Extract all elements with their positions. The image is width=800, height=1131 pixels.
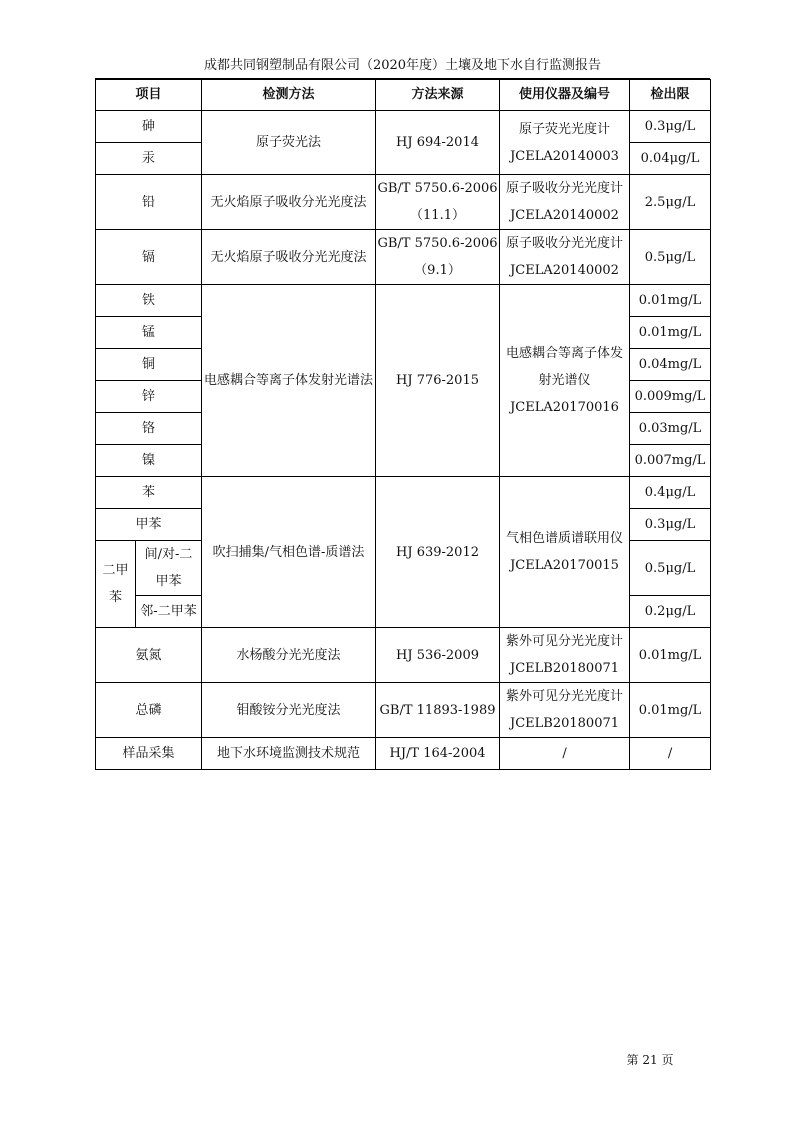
limit-cell: 0.01mg/L [630,317,711,349]
col-header-item: 项目 [96,80,202,111]
limit-cell: 0.04mg/L [630,349,711,381]
method-cell: 地下水环境监测技术规范 [202,738,376,770]
item-cell: 甲苯 [96,509,202,541]
method-cell: 原子荧光法 [202,111,376,175]
limit-cell: 0.01mg/L [630,683,711,738]
limit-cell: 0.007mg/L [630,445,711,477]
source-cell: HJ 639-2012 [376,477,500,628]
table-row [96,683,711,738]
limit-cell: 0.01mg/L [630,285,711,317]
instrument-cell: 原子吸收分光光度计 JCELA20140002 [500,230,630,285]
limit-cell: 0.009mg/L [630,381,711,413]
limit-cell: 0.4μg/L [630,477,711,509]
item-cell: 镍 [96,445,202,477]
instrument-cell: 气相色谱质谱联用仪 JCELA20170015 [500,477,630,628]
source-cell: GB/T 5750.6-2006（9.1） [376,230,500,285]
page-number-text: 第 21 页 [626,1053,674,1067]
table-row [96,175,711,230]
page-header: 成都共同钢塑制品有限公司（2020年度）土壤及地下水自行监测报告 [203,58,602,73]
source-cell: GB/T 11893-1989 [376,683,500,738]
table-row [96,738,711,770]
method-cell: 水杨酸分光光度法 [202,628,376,683]
item-cell: 间/对-二甲苯 [136,541,202,596]
item-cell: 铅 [96,175,202,230]
method-cell: 无火焰原子吸收分光光度法 [202,230,376,285]
limit-cell: 0.3μg/L [630,111,711,143]
method-cell: 电感耦合等离子体发射光谱法 [202,285,376,477]
item-cell: 苯 [96,477,202,509]
table-row [96,111,711,143]
table-row [96,477,711,509]
source-cell: HJ 694-2014 [376,111,500,175]
table-header-row [96,80,711,111]
page-number [0,1051,800,1068]
item-cell: 总磷 [96,683,202,738]
source-cell: HJ 776-2015 [376,285,500,477]
limit-cell: 0.5μg/L [630,541,711,596]
limit-cell: 0.03mg/L [630,413,711,445]
method-cell: 钼酸铵分光光度法 [202,683,376,738]
instrument-cell: 紫外可见分光光度计 JCELB20180071 [500,683,630,738]
source-cell: HJ 536-2009 [376,628,500,683]
instrument-cell: 原子吸收分光光度计 JCELA20140002 [500,175,630,230]
item-cell: 镉 [96,230,202,285]
col-header-source: 方法来源 [376,80,500,111]
instrument-cell: / [500,738,630,770]
item-cell: 锌 [96,381,202,413]
item-cell: 砷 [96,111,202,143]
limit-cell: 0.5μg/L [630,230,711,285]
item-cell: 铁 [96,285,202,317]
xylene-group-cell: 二甲苯 [96,541,136,628]
item-cell: 铜 [96,349,202,381]
item-cell: 铬 [96,413,202,445]
source-cell: GB/T 5750.6-2006（11.1） [376,175,500,230]
limit-cell: 0.2μg/L [630,596,711,628]
limit-cell: / [630,738,711,770]
method-cell: 无火焰原子吸收分光光度法 [202,175,376,230]
instrument-cell: 紫外可见分光光度计 JCELB20180071 [500,628,630,683]
col-header-instrument: 使用仪器及编号 [500,80,630,111]
limit-cell: 0.04μg/L [630,143,711,175]
instrument-cell: 电感耦合等离子体发射光谱仪 JCELA20170016 [500,285,630,477]
table-row [96,628,711,683]
method-cell: 吹扫捕集/气相色谱-质谱法 [202,477,376,628]
instrument-cell: 原子荧光光度计 JCELA20140003 [500,111,630,175]
method-table [95,79,711,770]
col-header-method: 检测方法 [202,80,376,111]
source-cell: HJ/T 164-2004 [376,738,500,770]
col-header-limit: 检出限 [630,80,711,111]
limit-cell: 0.01mg/L [630,628,711,683]
item-cell: 锰 [96,317,202,349]
limit-cell: 2.5μg/L [630,175,711,230]
item-cell: 汞 [96,143,202,175]
item-cell: 样品采集 [96,738,202,770]
table-row [96,285,711,317]
item-cell: 邻-二甲苯 [136,596,202,628]
item-cell: 氨氮 [96,628,202,683]
limit-cell: 0.3μg/L [630,509,711,541]
table-row [96,230,711,285]
